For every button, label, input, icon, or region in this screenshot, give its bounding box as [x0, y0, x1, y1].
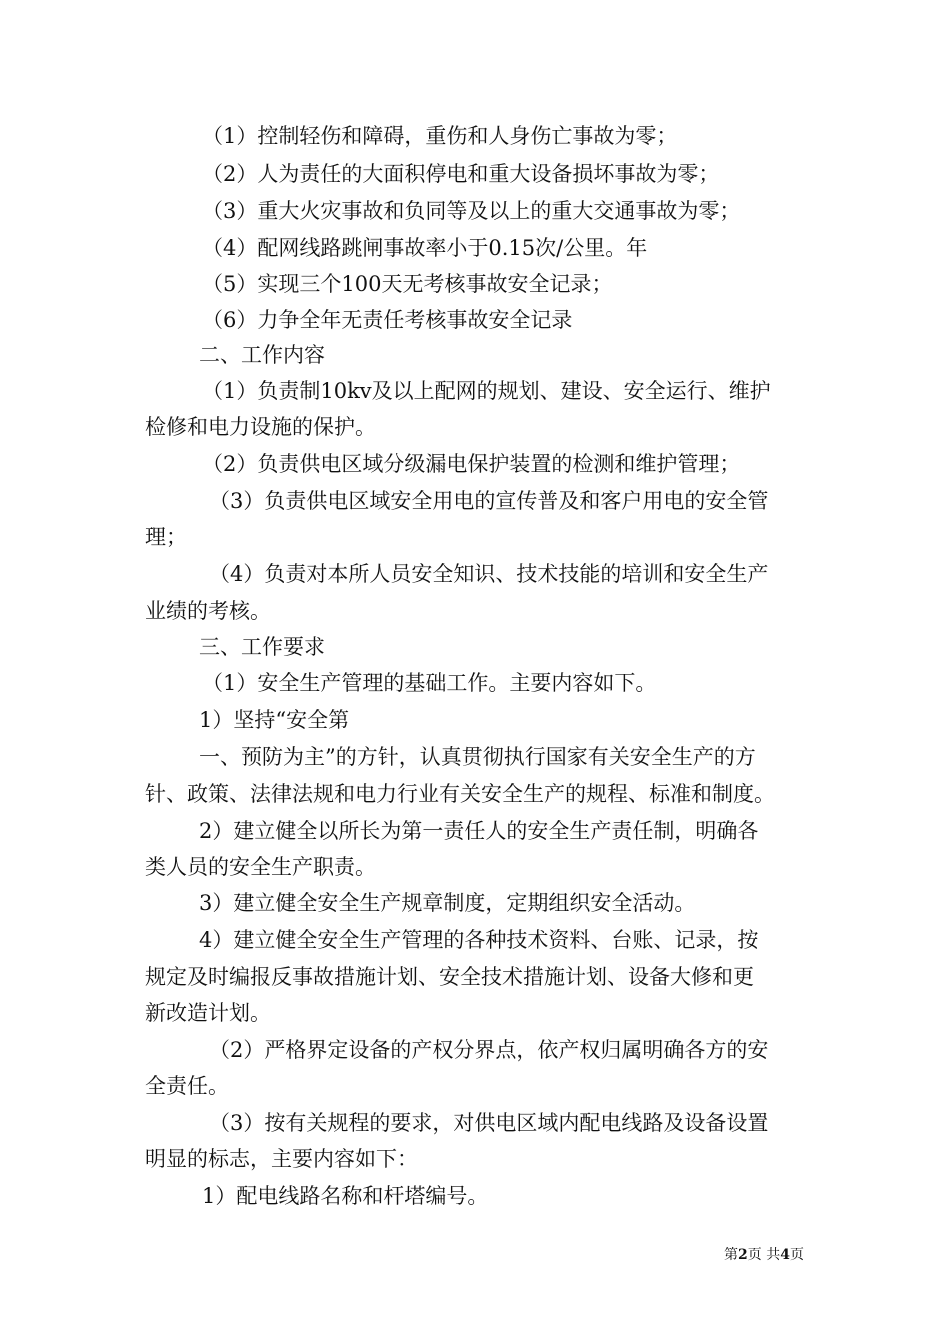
footer-suffix: 页	[790, 1247, 804, 1263]
text-line: （3）重大火灾事故和负同等及以上的重大交通事故为零；	[202, 199, 741, 223]
text-line: （5）实现三个100天无考核事故安全记录；	[202, 272, 613, 296]
text-line: 针、政策、法律法规和电力行业有关安全生产的规程、标准和制度。	[145, 782, 775, 806]
text-line: 1）配电线路名称和杆塔编号。	[202, 1184, 489, 1208]
page-footer	[724, 1246, 804, 1264]
text-line: （2）负责供电区域分级漏电保护装置的检测和维护管理；	[202, 452, 741, 476]
text-line: （6）力争全年无责任考核事故安全记录	[202, 308, 573, 332]
text-line: 一、预防为主”的方针，认真贯彻执行国家有关安全生产的方	[199, 745, 756, 769]
text-line: 2）建立健全以所长为第一责任人的安全生产责任制，明确各	[199, 819, 759, 843]
text-line: 4）建立健全安全生产管理的各种技术资料、台账、记录，按	[199, 928, 759, 952]
text-line: 业绩的考核。	[145, 599, 271, 623]
text-line: （1）安全生产管理的基础工作。主要内容如下。	[202, 671, 657, 695]
text-line: 新改造计划。	[145, 1001, 271, 1025]
text-line: （4）配网线路跳闸事故率小于0.15次/公里。年	[202, 236, 648, 260]
text-line: （4）负责对本所人员安全知识、技术技能的培训和安全生产	[209, 562, 769, 586]
text-line: 检修和电力设施的保护。	[145, 415, 376, 439]
text-line: （3）按有关规程的要求，对供电区域内配电线路及设备设置	[209, 1111, 769, 1135]
footer-prefix: 第	[724, 1247, 739, 1263]
text-line: （2）人为责任的大面积停电和重大设备损坏事故为零；	[202, 162, 720, 186]
text-line: （1）控制轻伤和障碍，重伤和人身伤亡事故为零；	[202, 124, 678, 148]
text-line: （3）负责供电区域安全用电的宣传普及和客户用电的安全管	[209, 489, 769, 513]
text-line: （1）负责制10kv及以上配网的规划、建设、安全运行、维护	[202, 379, 771, 403]
section-heading: 三、工作要求	[199, 635, 325, 659]
text-line: 理；	[145, 525, 187, 549]
total-pages-number: 4	[780, 1247, 790, 1263]
footer-middle: 页 共	[747, 1247, 781, 1263]
text-line: （2）严格界定设备的产权分界点，依产权归属明确各方的安	[209, 1038, 769, 1062]
text-line: 类人员的安全生产职责。	[145, 855, 376, 879]
current-page-number: 2	[738, 1247, 748, 1263]
text-line: 1）坚持“安全第	[199, 708, 350, 732]
text-line: 全责任。	[145, 1074, 229, 1098]
text-line: 明显的标志，主要内容如下：	[145, 1147, 418, 1171]
section-heading: 二、工作内容	[199, 343, 325, 367]
text-line: 3）建立健全安全生产规章制度，定期组织安全活动。	[199, 891, 696, 915]
text-line: 规定及时编报反事故措施计划、安全技术措施计划、设备大修和更	[145, 965, 754, 989]
